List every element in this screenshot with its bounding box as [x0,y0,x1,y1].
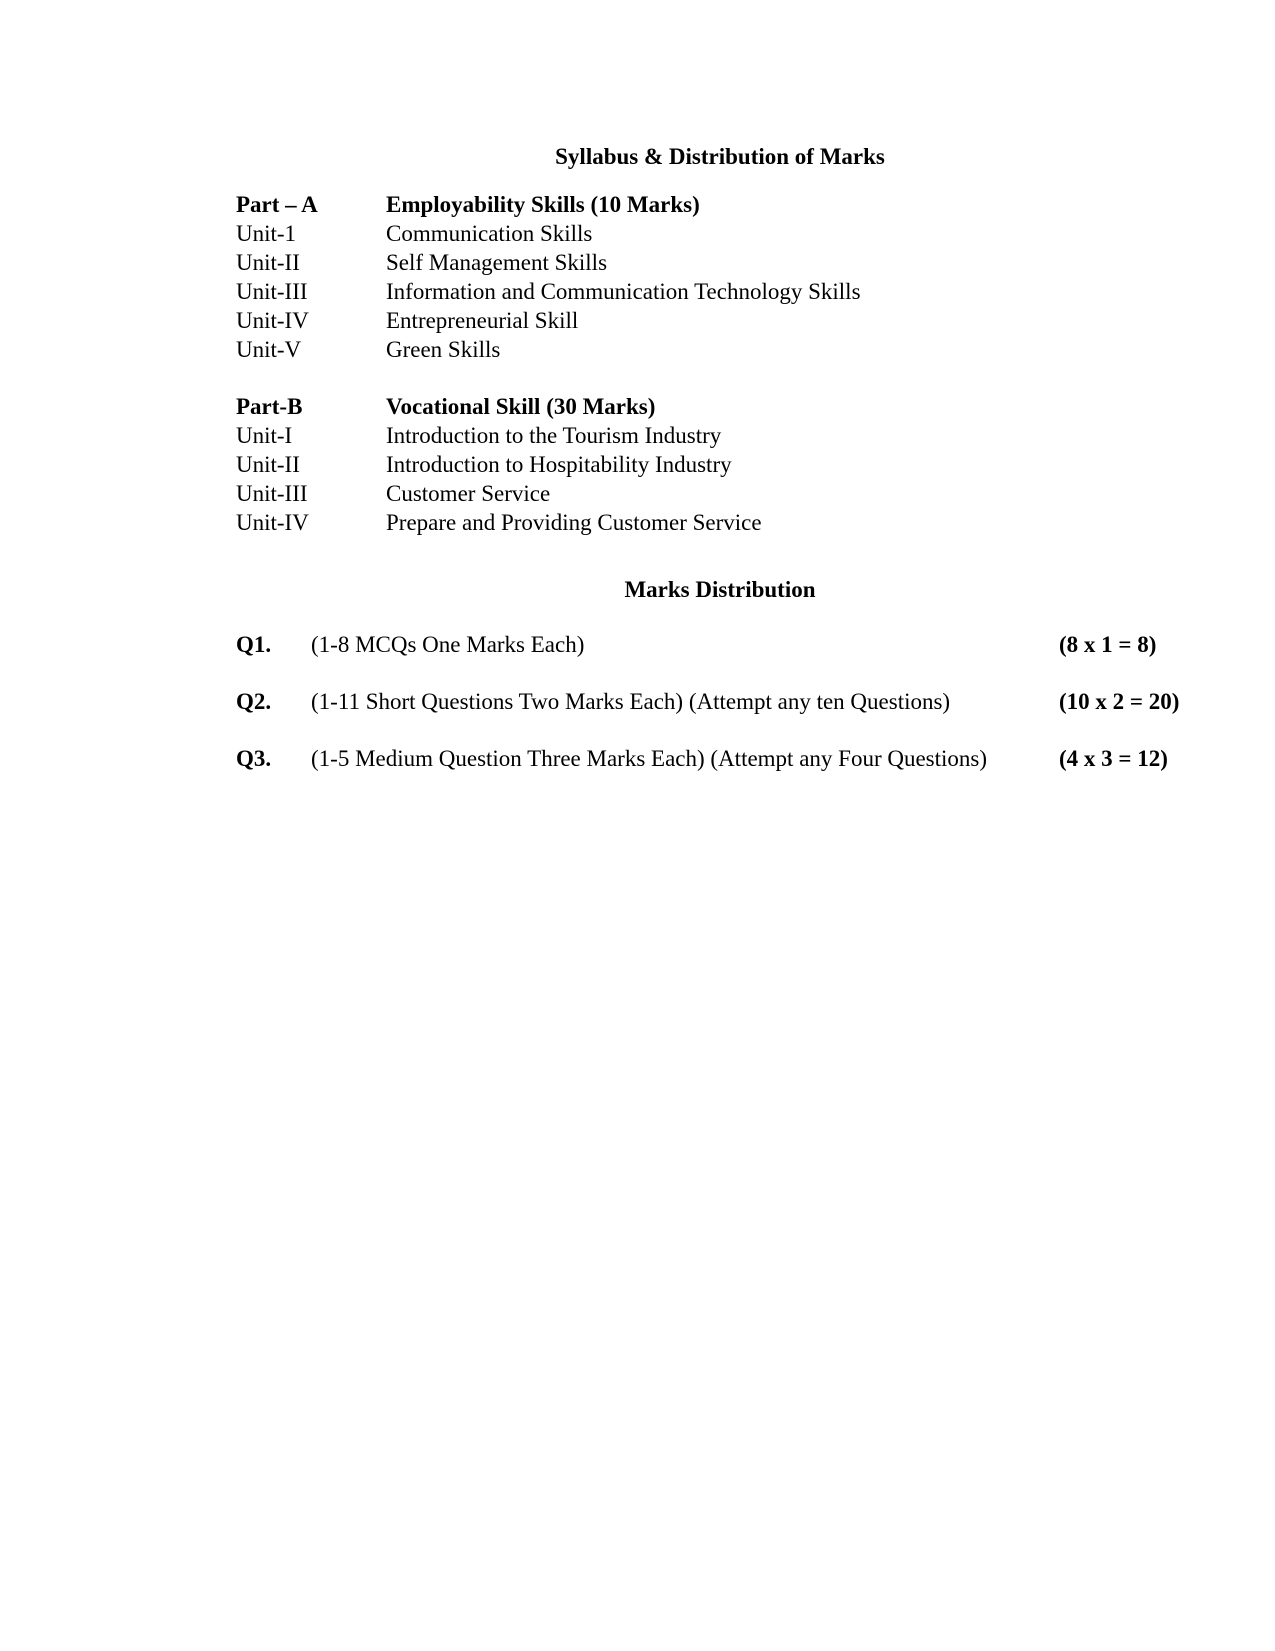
question-description: (1-8 MCQs One Marks Each) [311,632,585,657]
question-description: (1-5 Medium Question Three Marks Each) (Attempt any Four Questions) [311,746,988,771]
unit-row [236,450,1196,479]
unit-row [236,219,1196,248]
unit-row [236,306,1196,335]
unit-label: Unit-II [236,250,300,275]
part-b-heading: Vocational Skill (30 Marks) [386,394,656,419]
question-number: Q3. [236,746,272,771]
page-title: Syllabus & Distribution of Marks [555,144,885,169]
unit-label: Unit-III [236,481,308,506]
unit-topic: Introduction to the Tourism Industry [386,423,722,448]
part-a-label: Part – A [236,192,318,217]
question-number: Q1. [236,632,272,657]
part-a-section [236,190,1196,364]
marks-distribution-title: Marks Distribution [624,577,816,602]
unit-label: Unit-I [236,423,293,448]
unit-row [236,421,1196,450]
part-a-heading: Employability Skills (10 Marks) [386,192,700,217]
unit-topic: Self Management Skills [386,250,608,275]
unit-topic: Prepare and Providing Customer Service [386,510,762,535]
unit-topic: Introduction to Hospitability Industry [386,452,732,477]
unit-row [236,335,1196,364]
unit-row [236,479,1196,508]
unit-topic: Communication Skills [386,221,593,246]
unit-label: Unit-1 [236,221,297,246]
unit-label: Unit-IV [236,510,309,535]
question-row-q3 [236,744,1196,774]
unit-topic: Information and Communication Technology Skills [386,279,861,304]
unit-topic: Customer Service [386,481,551,506]
question-marks: (10 x 2 = 20) [1059,689,1180,714]
unit-label: Unit-II [236,452,300,477]
question-description: (1-11 Short Questions Two Marks Each) (Attempt any ten Questions) [311,689,951,714]
unit-label: Unit-IV [236,308,309,333]
unit-row [236,277,1196,306]
unit-label: Unit-V [236,337,302,362]
unit-row [236,248,1196,277]
part-b-label: Part-B [236,394,303,419]
unit-topic: Entrepreneurial Skill [386,308,579,333]
question-marks: (4 x 3 = 12) [1059,746,1168,771]
unit-row [236,508,1196,537]
part-a-heading-row [236,190,1196,219]
part-b-section [236,392,1196,537]
question-row-q2 [236,687,1196,717]
question-row-q1 [236,630,1196,660]
unit-label: Unit-III [236,279,308,304]
part-b-heading-row [236,392,1196,421]
unit-topic: Green Skills [386,337,501,362]
question-marks: (8 x 1 = 8) [1059,632,1157,657]
question-number: Q2. [236,689,272,714]
